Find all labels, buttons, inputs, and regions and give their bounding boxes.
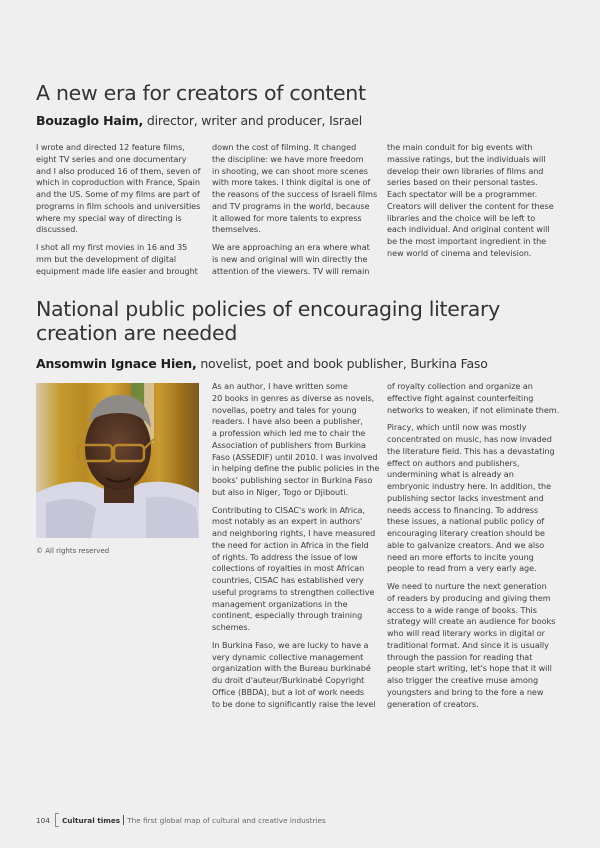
section-2-title-line-1: National public policies of encouraging literary [36,297,500,321]
text-line: themselves. [212,224,261,235]
text-line: the discipline: we have more freedom [212,153,364,164]
publication-title: Cultural times [61,815,121,825]
text-line: in shooting, we can shoot more scenes [212,165,368,176]
text-line: equipment made life easier and brought [36,265,198,276]
text-line: generation of creators. [387,698,479,709]
footer-separator [123,815,124,825]
section-1-column-2 [212,142,382,283]
text-line: embryonic industry here. In addition, the [387,481,552,491]
text-line: In Burkina Faso, we are lucky to have a [212,639,369,650]
text-line: encouraging literary creation should be [387,528,545,538]
text-line: eight TV series and one documentary [36,153,187,164]
text-line: discussed. [36,224,78,235]
paragraph [212,142,382,236]
text-line: I shot all my first movies in 16 and 35 [36,242,188,252]
text-line: massive ratings, but the individuals will [387,153,546,164]
text-line: need an more efforts to incite young [387,551,534,562]
text-line: down the cost of filming. It changed [212,142,357,152]
text-line: able to galvanize creators. And we also [387,539,545,550]
author-portrait-photo [36,383,199,538]
author-role: novelist, poet and book publisher, Burkina Faso [196,356,488,371]
text-line: novellas, poetry and tales for young [212,404,357,415]
text-line: develop their own libraries of films and [387,165,544,176]
text-line: strategy will create an audience for books [387,616,556,627]
text-line: in helping define the public policies in the [212,463,380,474]
text-line: each individual. And original content will [387,224,550,235]
text-line: needs access to financing. To address [387,504,539,515]
text-line: the need for action in Africa in the field [212,539,369,550]
paragraph [212,381,382,499]
text-line: most notably as an expert in authors' [212,516,363,527]
page-number: 104 [36,815,50,825]
text-line: and neighboring rights, I have measured [212,528,376,538]
text-line: these issues, a national public policy of [387,516,545,527]
text-line: of rights. To address the issue of low [212,551,358,562]
text-line: effect on authors and publishers, [387,457,520,468]
section-2-byline [36,356,488,371]
text-line: books' publishing sector in Burkina Faso [212,475,373,485]
paragraph [212,505,382,634]
paragraph [387,581,567,710]
author-role: director, writer and producer, Israel [143,113,363,128]
text-line: Association of publishers from Burkina [212,439,366,450]
text-line: a profession which led me to chair the [212,428,366,438]
paragraph [387,381,567,416]
photo-caption: © All rights reserved [36,547,110,555]
text-line: is new and original will win directly the [212,253,368,264]
text-line: libraries and the choice will be left to [387,212,536,223]
text-line: effective fight against counterfeiting [387,392,534,403]
text-line: people start writing, let's hope that it will [387,663,552,674]
text-line: As an author, I have written some [212,381,348,391]
text-line: but also in Niger, Togo or Djibouti. [212,486,348,497]
text-line: du droit d'auteur/Burkinabé Copyright [212,675,365,685]
section-2-column-3 [387,381,567,716]
page-footer [36,813,326,827]
text-line: and the US. Some of my films are part of [36,189,200,199]
text-line: of royalty collection and organize an [387,381,533,391]
section-2-column-2 [212,381,382,716]
section-1-byline [36,113,362,128]
text-line: also trigger the creative muse among [387,675,539,685]
text-line: continent, especially through training [212,610,363,621]
text-line: countries, CISAC has established very [212,575,364,585]
text-line: publishing sector lacks investment and [387,492,544,503]
section-1-column-1 [36,142,206,283]
author-name: Bouzaglo Haim, [36,113,144,128]
text-line: access to a wide range of books. This [387,604,537,615]
text-line: We need to nurture the next generation [387,581,547,591]
text-line: and TV programs in the world, because [212,200,370,211]
paragraph [387,142,567,260]
paragraph [212,242,382,277]
text-line: Creators will deliver the content for these [387,200,554,211]
section-2-title-line-2: creation are needed [36,321,238,345]
text-line: be the most important ingredient in the [387,236,547,246]
text-line: youngsters and bring to the fore a new [387,686,544,697]
text-line: readers. I have also been a publisher, [212,416,363,427]
text-line: new world of cinema and television. [387,247,532,258]
text-line: schemes. [212,622,251,632]
text-line: very dynamic collective management [212,651,364,662]
text-line: the reasons of the success of Israeli films [212,189,378,199]
text-line: it allowed for more talents to express [212,212,362,223]
text-line: concentrated on music, has now invaded [387,434,552,444]
paragraph [387,422,567,575]
text-line: We are approaching an era where what [212,242,370,252]
text-line: the main conduit for big events with [387,142,533,152]
paragraph [36,142,206,236]
footer-bracket-divider [55,813,59,827]
paragraph [212,640,382,711]
text-line: attention of the viewers. TV will remain [212,265,370,276]
text-line: which in coproduction with France, Spain [36,177,200,188]
text-line: Each spectator will be a programmer. [387,189,538,199]
text-line: with more takes. I think digital is one of [212,177,371,188]
text-line: networks to weaken, if not eliminate them. [387,404,560,415]
text-line: management organizations in the [212,598,348,609]
section-1-title: A new era for creators of content [36,81,366,105]
text-line: who will read literary works in digital or [387,628,545,638]
text-line: Contributing to CISAC's work in Africa, [212,504,365,515]
paragraph [36,242,206,277]
text-line: through the passion for reading that [387,651,533,662]
text-line: Office (BBDA), but a lot of work needs [212,686,365,697]
text-line: the literature field. This has a devastating [387,445,555,456]
author-name: Ansomwin Ignace Hien, [36,356,197,371]
text-line: of readers by producing and giving them [387,592,551,603]
text-line: organization with the Bureau burkinabé [212,663,371,674]
text-line: and I also produced 16 of them, seven of [36,165,201,176]
text-line: mm but the development of digital [36,253,177,264]
text-line: undermining what is already an [387,469,514,480]
text-line: useful programs to strengthen collective [212,586,375,597]
text-line: programs in film schools and universities [36,200,201,211]
text-line: people to read from a very early age. [387,563,537,574]
text-line: I wrote and directed 12 feature films, [36,142,185,152]
text-line: traditional format. And since it is usually [387,639,549,650]
text-line: Faso (ASSEDIF) until 2010. I was involved [212,451,378,462]
text-line: Piracy, which until now was mostly [387,422,527,433]
publication-subtitle: The first global map of cultural and creative industries [127,815,326,825]
text-line: series based on their personal tastes. [387,177,538,188]
text-line: 20 books in genres as diverse as novels, [212,392,375,403]
text-line: to be done to significantly raise the level [212,698,376,709]
text-line: where my special way of directing is [36,212,182,223]
section-1-column-3 [387,142,567,266]
text-line: collections of royalties in most African [212,563,365,574]
